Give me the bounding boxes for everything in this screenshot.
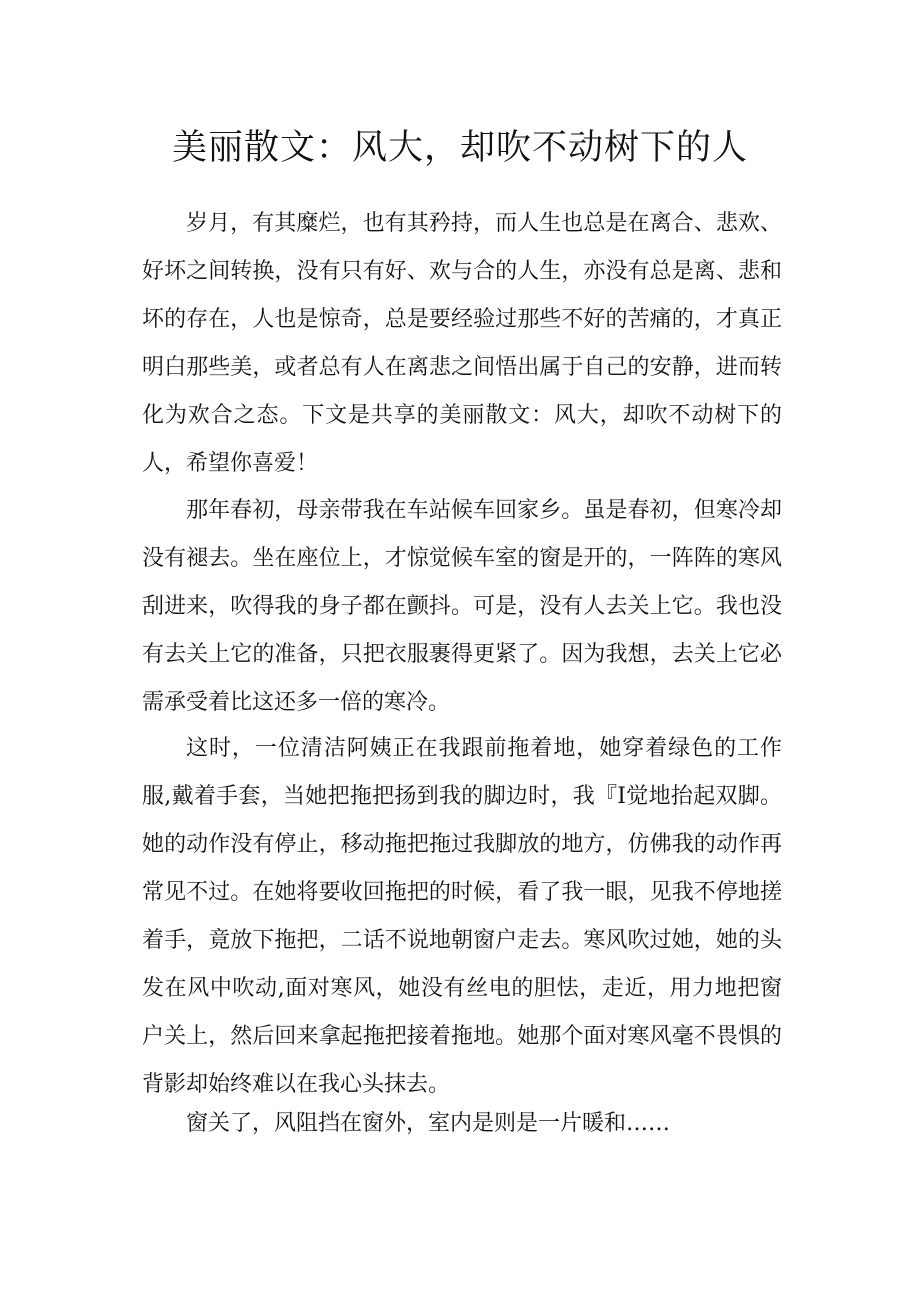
paragraph-intro: 岁月，有其糜烂，也有其矜持，而人生也总是在离合、悲欢、好坏之间转换，没有只有好、欢与合的人生，亦没有总是离、悲和坏的存在，人也是惊奇，总是要经验过那些不好的苦痛的，才真正明白那些美，或者总有人在离悲之间悟出属于自己的安静，进而转化为欢合之态。下文是共享的美丽散文：风大，却吹不动树下的人，希望你喜爱！ bbox=[142, 211, 782, 476]
paragraph-cleaner: 这时，一位清洁阿姨正在我跟前拖着地，她穿着绿色的工作服,戴着手套，当她把拖把扬到我的脚边时，我『I觉地抬起双脚。她的动作没有停止，移动拖把拖过我脚放的地方，仿佛我的动作再常见不过。在她将要收回拖把的时候，看了我一眼，见我不停地搓着手，竟放下拖把，二话不说地朝窗户走去。寒风吹过她，她的头发在风中吹动,面对寒风，她没有丝电的胆怯，走近，用力地把窗户关上，然后回来拿起拖把接着拖地。她那个面对寒风毫不畏惧的背影却始终难以在我心头抹去。 bbox=[142, 736, 782, 1097]
paragraph-window-closed: 窗关了，风阻挡在窗外，室内是则是一片暖和…… bbox=[186, 1111, 671, 1136]
document-title: 美丽散文：风大，却吹不动树下的人 bbox=[171, 128, 748, 168]
paragraph-station: 那年春初，母亲带我在车站候车回家乡。虽是春初，但寒冷却没有褪去。坐在座位上，才惊觉候车室的窗是开的，一阵阵的寒风刮进来，吹得我的身子都在颤抖。可是，没有人去关上它。我也没有去关上它的准备，只把衣服裹得更紧了。因为我想，去关上它必需承受着比这还多一倍的寒冷。 bbox=[142, 498, 782, 715]
